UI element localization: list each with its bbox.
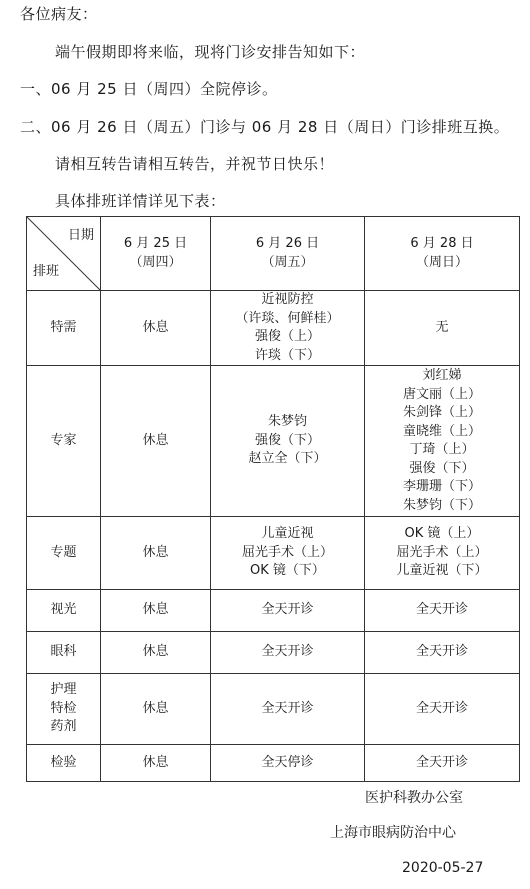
cell-0628 bbox=[365, 291, 520, 366]
cell-text: 朱剑锋（上） bbox=[402, 405, 481, 420]
row-label bbox=[27, 632, 101, 674]
column-date: 6 月 28 日 bbox=[410, 236, 474, 251]
cell-text: 休息 bbox=[142, 644, 169, 660]
cell-text: 强俊（下） bbox=[409, 460, 475, 476]
row-label-text: 专家 bbox=[50, 432, 77, 448]
table-row bbox=[27, 590, 520, 632]
table-row bbox=[27, 291, 520, 366]
cell-0625 bbox=[101, 632, 211, 674]
cell-text: 强俊（下） bbox=[254, 432, 320, 448]
table-row bbox=[27, 366, 520, 517]
cell-0626 bbox=[211, 366, 365, 517]
cell-0626 bbox=[211, 745, 365, 782]
salutation: 各位病友： bbox=[20, 5, 98, 23]
column-weekday: （周日） bbox=[415, 254, 468, 270]
issuing-office: 医护科教办公室 bbox=[365, 790, 463, 806]
cell-text: 休息 bbox=[142, 700, 169, 716]
cell-0626 bbox=[211, 632, 365, 674]
cell-text: 全天开诊 bbox=[261, 602, 314, 618]
cell-text: 全天开诊 bbox=[415, 700, 468, 716]
cell-0626 bbox=[211, 291, 365, 366]
row-label bbox=[27, 366, 101, 517]
cell-0625 bbox=[101, 517, 211, 590]
cell-0628 bbox=[365, 674, 520, 745]
cell-0628 bbox=[365, 517, 520, 590]
column-header-0626 bbox=[211, 217, 365, 291]
table-row bbox=[27, 674, 520, 745]
column-date: 6 月 25 日 bbox=[123, 236, 188, 251]
cell-text: 休息 bbox=[142, 432, 169, 448]
cell-text: 全天开诊 bbox=[415, 754, 468, 770]
row-label bbox=[27, 674, 101, 745]
row-label-text: 护理 bbox=[50, 682, 77, 698]
cell-text: 儿童近视（下） bbox=[396, 563, 488, 579]
cell-text: 全天停诊 bbox=[261, 754, 314, 770]
cell-text: 全天开诊 bbox=[415, 644, 468, 660]
see-table-text: 具体排班详情详见下表： bbox=[55, 192, 226, 210]
cell-text: 许琰（下） bbox=[254, 347, 320, 363]
cell-0628 bbox=[365, 745, 520, 782]
cell-0625 bbox=[101, 291, 211, 366]
cell-text: 全天开诊 bbox=[415, 602, 468, 618]
cell-0625 bbox=[101, 745, 211, 782]
cell-0628 bbox=[365, 632, 520, 674]
cell-text: 休息 bbox=[142, 754, 169, 770]
notice-item-2: 二、06 月 26 日（周五）门诊与 06 月 28 日（周日）门诊排班互换。 bbox=[20, 118, 510, 136]
cell-0625 bbox=[101, 366, 211, 517]
table-header-row bbox=[27, 217, 520, 291]
cell-text: 童晓维（上） bbox=[402, 423, 481, 439]
cell-0626 bbox=[211, 517, 365, 590]
row-label bbox=[27, 745, 101, 782]
cell-text: 朱梦钧 bbox=[267, 414, 307, 430]
row-label-text: 专题 bbox=[50, 544, 77, 560]
cell-text: 刘红娣 bbox=[422, 368, 462, 383]
column-date: 6 月 26 日 bbox=[255, 236, 320, 251]
column-weekday: （周四） bbox=[129, 254, 182, 270]
cell-0625 bbox=[101, 590, 211, 632]
issue-date: 2020-05-27 bbox=[402, 860, 484, 876]
cell-text: 近视防控 bbox=[261, 292, 314, 307]
table-row bbox=[27, 517, 520, 590]
table-row bbox=[27, 745, 520, 782]
cell-text: 朱梦钧（下） bbox=[402, 497, 481, 513]
cell-text: 屈光手术（上） bbox=[396, 544, 488, 560]
cell-text: 休息 bbox=[142, 544, 169, 560]
cell-text: 赵立全（下） bbox=[248, 451, 327, 467]
cell-text: 唐文丽（上） bbox=[402, 386, 481, 402]
cell-text: 全天开诊 bbox=[261, 700, 314, 716]
cell-text: 全天开诊 bbox=[261, 644, 314, 660]
intro-text: 端午假期即将来临，现将门诊安排告知如下： bbox=[55, 43, 366, 61]
row-label bbox=[27, 291, 101, 366]
corner-date-label: 日期 bbox=[67, 228, 94, 243]
row-label-text: 药剂 bbox=[50, 719, 77, 735]
cell-text: 休息 bbox=[142, 602, 169, 618]
cell-text: 休息 bbox=[142, 319, 169, 335]
table-row bbox=[27, 632, 520, 674]
schedule-table bbox=[26, 216, 520, 782]
cell-0626 bbox=[211, 590, 365, 632]
cell-text: OK 镜（上） bbox=[404, 526, 480, 542]
cell-text: 丁琦（上） bbox=[409, 442, 475, 457]
cell-0628 bbox=[365, 366, 520, 517]
row-label bbox=[27, 517, 101, 590]
cell-text: 儿童近视 bbox=[261, 526, 314, 542]
cell-text: 李珊珊（下） bbox=[402, 479, 481, 494]
header-corner-cell bbox=[27, 217, 101, 291]
cell-0628 bbox=[365, 590, 520, 632]
row-label-text: 特检 bbox=[50, 700, 77, 716]
column-weekday: （周五） bbox=[261, 254, 314, 270]
cell-text: 屈光手术（上） bbox=[241, 544, 333, 560]
column-header-0625 bbox=[101, 217, 211, 291]
issuing-center: 上海市眼病防治中心 bbox=[330, 825, 456, 841]
cell-text: OK 镜（下） bbox=[250, 563, 325, 579]
cell-text: 强俊（上） bbox=[254, 329, 320, 344]
corner-shift-label: 排班 bbox=[33, 263, 60, 279]
cell-text: 无 bbox=[435, 319, 449, 335]
row-label-text: 特需 bbox=[50, 319, 77, 335]
row-label bbox=[27, 590, 101, 632]
share-text: 请相互转告请相互转告，并祝节日快乐！ bbox=[55, 155, 335, 173]
row-label-text: 眼科 bbox=[50, 644, 77, 660]
row-label-text: 检验 bbox=[50, 754, 77, 770]
notice-item-1: 一、06 月 25 日（周四）全院停诊。 bbox=[20, 80, 278, 98]
cell-text: （许琰、何鲜桂） bbox=[235, 310, 340, 326]
column-header-0628 bbox=[365, 217, 520, 291]
row-label-text: 视光 bbox=[50, 602, 77, 618]
cell-0626 bbox=[211, 674, 365, 745]
cell-0625 bbox=[101, 674, 211, 745]
